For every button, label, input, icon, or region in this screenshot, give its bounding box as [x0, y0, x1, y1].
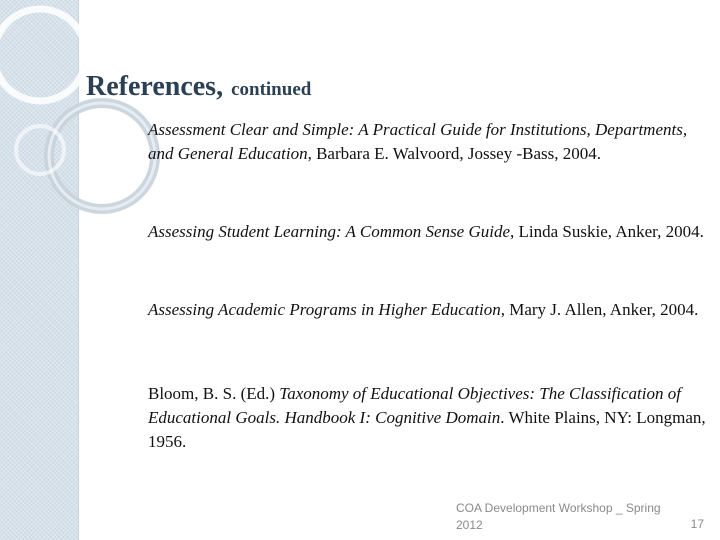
reference-title: Assessing Student Learning: A Common Sense Guide: [148, 222, 511, 241]
decorative-circles: [0, 0, 140, 230]
reference-details: , Linda Suskie, Anker, 2004.: [510, 222, 704, 241]
reference-item: [148, 382, 708, 454]
reference-details: . White Plains, NY: Longman, 1956.: [148, 408, 706, 451]
reference-item: [148, 118, 708, 166]
reference-title: Taxonomy of Educational Objectives: The Classification of Educational Goals. Handbook I: Cognitive Domain: [148, 384, 681, 427]
reference-title: Assessment Clear and Simple: A Practical Guide for Institutions, Departments, and General Education: [148, 120, 688, 163]
reference-details: , Barbara E. Walvoord, Jossey -Bass, 2004.: [307, 144, 602, 163]
reference-author: Bloom, B. S. (Ed.): [148, 384, 280, 403]
page-number: 17: [690, 517, 704, 531]
footer-text: COA Development Workshop _ Spring 2012: [456, 501, 661, 532]
reference-item: [148, 298, 708, 322]
title-sub: continued: [231, 79, 312, 100]
title-main: References,: [86, 71, 224, 102]
reference-title: Assessing Academic Programs in Higher Education: [148, 300, 501, 319]
reference-item: [148, 220, 708, 244]
slide-title: [86, 66, 311, 103]
reference-details: , Mary J. Allen, Anker, 2004.: [500, 300, 699, 319]
